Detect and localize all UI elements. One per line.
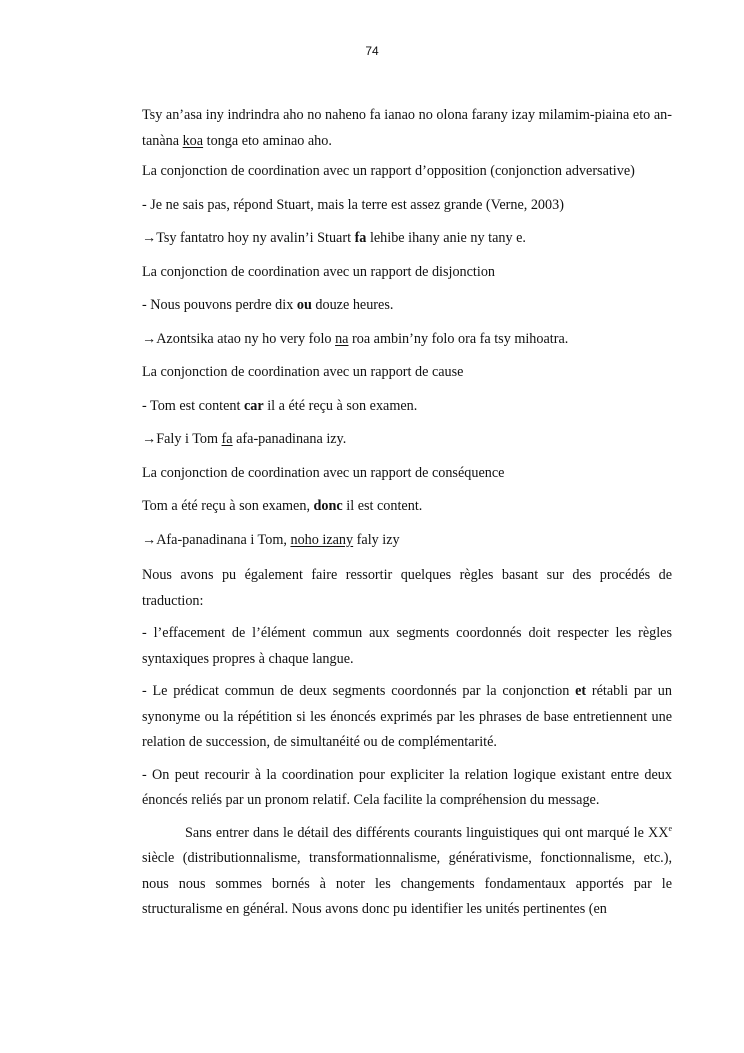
example-malagasy-disjonction: →Azontsika atao ny ho very folo na roa ambin’ny folo ora fa tsy mihoatra. bbox=[142, 330, 569, 347]
bold-conjunction: car bbox=[243, 397, 264, 414]
bold-conjunction: fa bbox=[354, 230, 367, 246]
underlined-conjunction: fa bbox=[221, 431, 233, 447]
superscript-e: e bbox=[668, 823, 672, 833]
underlined-conjunction: noho izany bbox=[290, 531, 354, 548]
example-french-consequence: Tom a été reçu à son examen, donc il est content. bbox=[142, 498, 423, 514]
underlined-conjunction: koa bbox=[182, 132, 204, 149]
paragraph-malagasy-intro: Tsy an’asa iny indrindra aho no naheno fa ianao no olona farany izay milamim-piaina eto an-tanàna koa tonga eto aminao aho. bbox=[142, 107, 672, 149]
heading-cause: La conjonction de coordination avec un rapport de cause bbox=[142, 364, 464, 380]
rule-coordination: - On peut recourir à la coordination pour expliciter la relation logique existant entre deux énoncés reliés par un pronom relatif. Cela facilite la compréhension du message. bbox=[142, 766, 672, 808]
heading-consequence: La conjonction de coordination avec un rapport de conséquence bbox=[142, 464, 505, 481]
example-french-cause: - Tom est content car il a été reçu à son examen. bbox=[142, 397, 418, 414]
example-french-disjonction: - Nous pouvons perdre dix ou douze heures. bbox=[142, 297, 394, 313]
example-malagasy-consequence: →Afa-panadinana i Tom, noho izany faly izy bbox=[142, 531, 400, 548]
heading-disjonction: La conjonction de coordination avec un rapport de disjonction bbox=[142, 263, 496, 280]
underlined-conjunction: na bbox=[335, 330, 349, 347]
paragraph-structuralisme: Sans entrer dans le détail des différents courants linguistiques qui ont marqué le XXe siècle (distributionnalisme, transformationnalisme, générativisme, fonctionnalisme, etc.), nous nous sommes bornés à noter les changements fondamentaux apportés par le structuralisme en général. Nous avons donc pu identifier les unités pertinentes (en bbox=[142, 823, 672, 917]
page-number: 74 bbox=[365, 44, 379, 58]
bold-conjunction: et bbox=[575, 683, 587, 699]
example-malagasy-cause: →Faly i Tom fa afa-panadinana izy. bbox=[142, 431, 347, 447]
page-body bbox=[142, 103, 672, 930]
example-french-opposition: - Je ne sais pas, répond Stuart, mais la terre est assez grande (Verne, 2003) bbox=[142, 196, 564, 213]
paragraph-rules-intro: Nous avons pu également faire ressortir quelques règles basant sur des procédés de traduction: bbox=[142, 567, 672, 609]
heading-opposition: La conjonction de coordination avec un rapport d’opposition (conjonction adversative) bbox=[142, 163, 635, 179]
rule-predicat: - Le prédicat commun de deux segments coordonnés par la conjonction et rétabli par un synonyme ou la répétition si les énoncés exprimés par les phrases de base entretiennent une relation de succession, de simultanéité ou de complémentarité. bbox=[142, 683, 672, 750]
bold-conjunction: ou bbox=[296, 297, 312, 313]
example-malagasy-opposition: →Tsy fantatro hoy ny avalin’i Stuart fa lehibe ihany anie ny tany e. bbox=[142, 230, 526, 246]
bold-conjunction: donc bbox=[313, 498, 343, 514]
rule-effacement: - l’effacement de l’élément commun aux segments coordonnés doit respecter les règles syntaxiques propres à chaque langue. bbox=[142, 625, 672, 667]
